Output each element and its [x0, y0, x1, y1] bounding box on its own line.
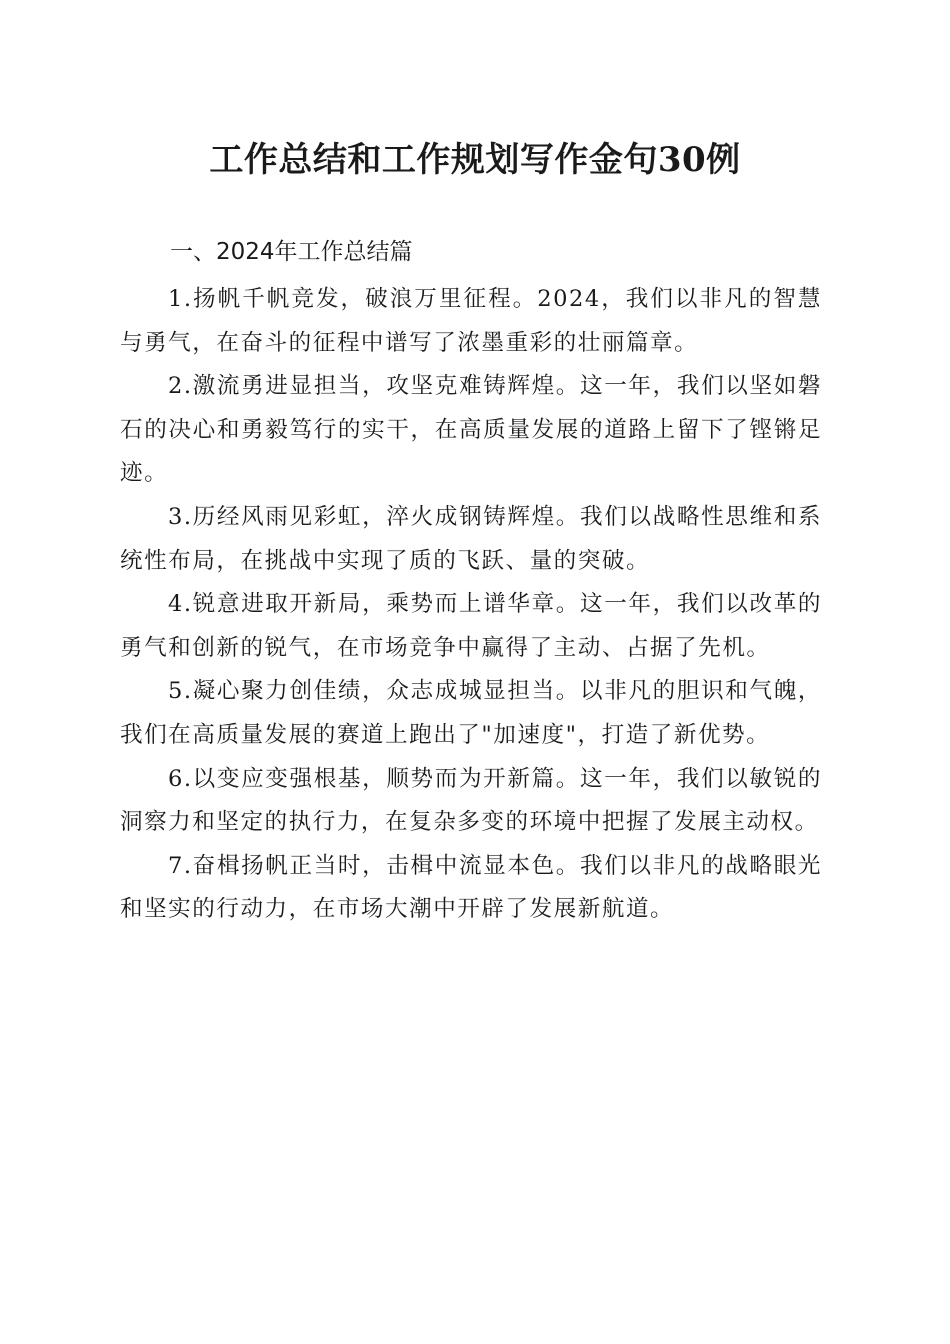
paragraph-7: 7.奋楫扬帆正当时，击楫中流显本色。我们以非凡的战略眼光和坚实的行动力，在市场大潮中开辟了发展新航道。	[120, 852, 822, 923]
paragraph-2: 2.激流勇进显担当，攻坚克难铸辉煌。这一年，我们以坚如磐石的决心和勇毅笃行的实干，在高质量发展的道路上留下了铿锵足迹。	[120, 373, 822, 487]
document-body	[120, 278, 822, 932]
paragraph-4: 4.锐意进取开新局，乘势而上谱华章。这一年，我们以改革的勇气和创新的锐气，在市场竞争中赢得了主动、占据了先机。	[120, 591, 822, 661]
paragraph-5: 5.凝心聚力创佳绩，众志成城显担当。以非凡的胆识和气魄，我们在高质量发展的赛道上跑出了"加速度"，打造了新优势。	[120, 678, 822, 748]
paragraph-1: 1.扬帆千帆竞发，破浪万里征程。2024，我们以非凡的智慧与勇气，在奋斗的征程中谱写了浓墨重彩的壮丽篇章。	[120, 286, 822, 356]
section-heading: 一、2024年工作总结篇	[170, 239, 413, 265]
paragraph-6: 6.以变应变强根基，顺势而为开新篇。这一年，我们以敏锐的洞察力和坚定的执行力，在复杂多变的环境中把握了发展主动权。	[120, 765, 822, 836]
paragraph-3: 3.历经风雨见彩虹，淬火成钢铸辉煌。我们以战略性思维和系统性布局，在挑战中实现了质的飞跃、量的突破。	[120, 503, 822, 574]
document-title: 工作总结和工作规划写作金句30例	[209, 140, 741, 180]
